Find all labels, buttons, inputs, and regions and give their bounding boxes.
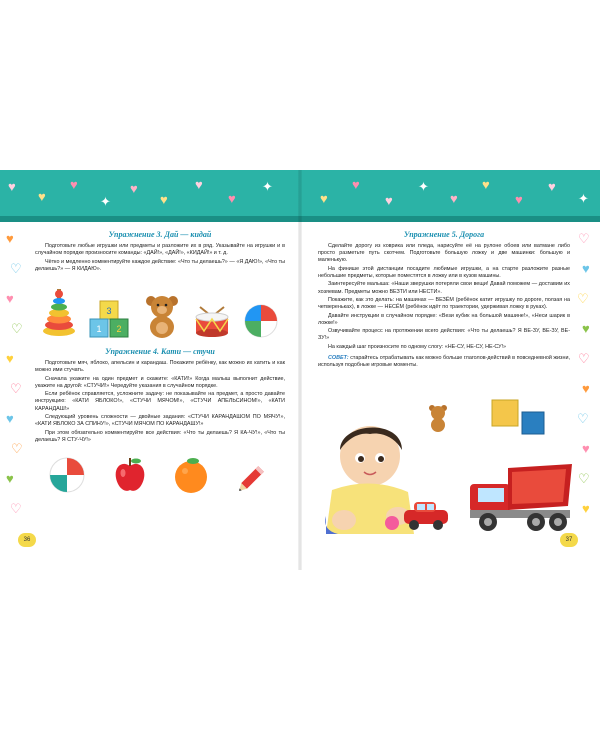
- teddy-bear-icon: [143, 293, 181, 339]
- heart-icon: ♥: [228, 191, 236, 206]
- heart-icon: ♡: [578, 231, 590, 246]
- heart-icon: ♥: [6, 351, 14, 366]
- blue-block-icon: [522, 412, 544, 434]
- heart-icon: ♥: [548, 179, 556, 194]
- heart-icon: ♡: [578, 351, 590, 366]
- heart-icon: ♥: [6, 231, 14, 246]
- heart-icon: ♡: [578, 471, 590, 486]
- book-gutter: [298, 170, 302, 570]
- page-number-left: 36: [18, 533, 36, 547]
- toys-illustration-row: [35, 277, 285, 339]
- heart-icon: ♥: [130, 181, 138, 196]
- exercise-5-section: [318, 230, 570, 351]
- exercise-5-paragraph: На каждый шаг произносите по одному слогу: «НЕ-СУ, НЕ-СУ, НЕ-СУ!»: [328, 343, 507, 350]
- heart-icon: ♡: [577, 411, 589, 426]
- ball-icon: [48, 456, 86, 494]
- heart-icon: ♥: [352, 177, 360, 192]
- heart-icon: ♥: [8, 179, 16, 194]
- heart-icon: ♥: [582, 381, 590, 396]
- heart-icon: ♡: [577, 291, 589, 306]
- heart-icon: ♡: [10, 501, 22, 516]
- exercise-5-title: Упражнение 5. Дорога: [403, 230, 485, 239]
- orange-icon: [173, 456, 209, 494]
- heart-icon: ♥: [160, 192, 168, 207]
- heart-icon: ♥: [6, 471, 14, 486]
- heart-icon: ♥: [70, 177, 78, 192]
- small-red-car-icon: [404, 502, 448, 530]
- heart-icon: ♡: [11, 321, 23, 336]
- exercise-4-paragraph: Подготовьте мяч, яблоко, апельсин и карандаш. Покажите ребёнку, как можно их катить и как можно ими стучать.: [35, 360, 285, 374]
- heart-icon: ♥: [582, 501, 590, 516]
- apple-icon: [113, 456, 147, 494]
- exercise-4-title: Упражнение 4. Кати — стучи: [105, 347, 215, 356]
- exercise-5-paragraph: Озвучивайте процесс на протяжении всего действия: «Что ты делаешь? Я ВЕ-ЗУ, ВЕ-ЗУ, ВЕ-ЗУ!»: [318, 328, 570, 342]
- ball-toy-icon: [243, 303, 279, 339]
- tip-label: СОВЕТ:: [328, 354, 349, 361]
- exercise-4-paragraph: При этом обязательно комментируйте все действия: «Что ты делаешь? Я КА-ЧУ!», «Что ты делаешь? Я СТУ-ЧУ!»: [35, 429, 285, 443]
- heart-icon: ♥: [582, 261, 590, 276]
- left-page: [35, 230, 285, 494]
- exercise-3-section: [35, 230, 285, 273]
- svg-text:1: 1: [96, 324, 102, 334]
- heart-icon: ♥: [320, 191, 328, 206]
- heart-icon: ♥: [195, 177, 203, 192]
- yellow-block-icon: [492, 400, 518, 426]
- heart-icon: ♡: [10, 381, 22, 396]
- star-icon: ✦: [100, 194, 111, 209]
- exercise-3-paragraph: Подготовьте любые игрушки или предметы и разложите их в ряд. Указывайте на игрушки и в случайном порядке произносите команды: «ДАЙ!», «ДАЙ!», «КИДАЙ!» и т. д.: [35, 243, 285, 257]
- exercise-5-paragraph: На финише этой дистанции посадите любимые игрушки, а на старте разложите разные небольшие предметы, которые поместятся в ложку или в кузов машины.: [318, 265, 570, 279]
- exercise-5-paragraph: Покажите, как это делать: на машинах — ВЕЗЁМ (ребёнок катит игрушку по дороге, ползая на четвереньках), в ложке — НЕСЁМ (ребёнок идёт по траектории, удерживая ложку в руках).: [318, 296, 570, 311]
- right-page: [318, 230, 570, 371]
- exercise-4-paragraph: Если ребёнок справляется, усложните задачу: не показывайте на предмет, а просто давайте инструкцию: «КАТИ ЯБЛОКО!», «СТУЧИ МЯЧОМ!», «СТУЧИ АПЕЛЬСИНОМ!», «КАТИ КАРАНДАШ!»: [35, 391, 285, 412]
- heart-icon: ♥: [6, 291, 14, 306]
- star-icon: ✦: [262, 179, 273, 194]
- heart-icon: ♥: [38, 189, 46, 204]
- exercise-4-paragraph: Следующий уровень сложности — двойные задания: «СТУЧИ КАРАНДАШОМ ПО МЯЧУ!», «КАТИ ЯБЛОКО ЗА СПИНУ!», «СТУЧИ МЯЧОМ ПО КАРАНДАШУ!»: [35, 413, 285, 428]
- heart-icon: ♥: [582, 441, 590, 456]
- pencil-icon: [236, 458, 272, 494]
- drum-toy-icon: [192, 305, 232, 339]
- heart-icon: ♥: [582, 321, 590, 336]
- blocks-toy-icon: [88, 299, 132, 339]
- heart-icon: ♥: [6, 411, 14, 426]
- heart-icon: ♥: [482, 177, 490, 192]
- baby-figure: [325, 426, 414, 534]
- pyramid-toy-icon: [41, 287, 77, 339]
- heart-icon: ♡: [10, 261, 22, 276]
- tip-paragraph: [318, 355, 570, 369]
- star-icon: ✦: [578, 191, 589, 206]
- small-teddy-icon: [429, 405, 447, 432]
- exercise-3-title: Упражнение 3. Дай — кидай: [108, 230, 212, 239]
- page-number-right: 37: [560, 533, 578, 547]
- objects-illustration-row: [35, 450, 285, 494]
- exercise-4-section: [35, 347, 285, 444]
- exercise-5-paragraph: Сделайте дорогу из коврика или пледа, нарисуйте её на рулоне обоев или ватмане либо просто разметьте путь скотчем. Подготовьте большую ложку и две машинки: большую и маленькую.: [318, 243, 570, 264]
- heart-icon: ♥: [450, 191, 458, 206]
- exercise-4-paragraph: Сначала укажите на один предмет и скажите: «КАТИ!» Когда малыш выполнит действие, укажите на другой: «СТУЧИ!» Чередуйте указания в случайном порядке.: [35, 375, 285, 389]
- svg-text:2: 2: [116, 324, 122, 334]
- exercise-5-paragraph: Заинтересуйте малыша: «Наши зверушки потеряли свои вещи! Давай поможем — доставим их хозяевам. Предметы можно ВЕЗТИ или НЕСТИ».: [318, 281, 570, 295]
- heart-icon: ♥: [515, 192, 523, 207]
- heart-icon: ♥: [385, 193, 393, 208]
- svg-text:3: 3: [106, 306, 112, 316]
- heart-icon: ♡: [11, 441, 23, 456]
- toy-ball-icon: [385, 516, 399, 530]
- star-icon: ✦: [418, 179, 429, 194]
- baby-playing-with-cars-illustration: [322, 398, 578, 538]
- tip-text: старайтесь отрабатывать как можно больше глаголов-действий в повседневной жизни, используя подобные игровые моменты.: [318, 354, 570, 369]
- dump-truck-icon: [470, 464, 572, 531]
- exercise-3-paragraph: Чётко и медленно комментируйте каждое действие: «Что ты делаешь?» — «Я ДАЮ!», «Что ты делаешь?» — Я КИДАЮ».: [35, 258, 285, 272]
- exercise-5-paragraph: Давайте инструкции в случайном порядке: «Вези кубик на большой машине!», «Неси шарик в ложке!»: [318, 312, 570, 326]
